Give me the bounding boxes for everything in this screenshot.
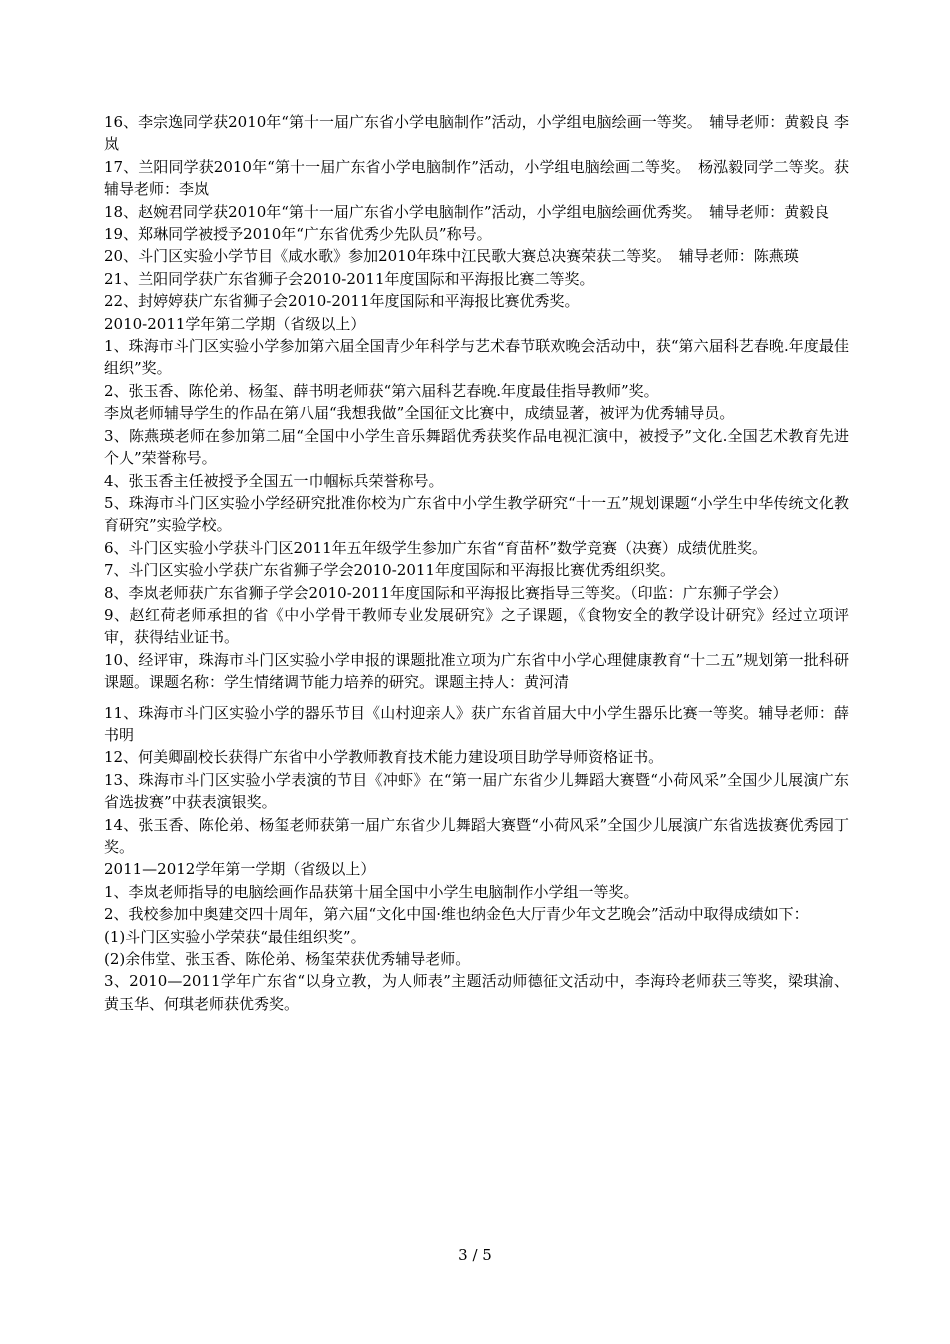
paragraph-s3-1: 1、李岚老师指导的电脑绘画作品获第十届全国中小学生电脑制作小学组一等奖。	[104, 882, 639, 901]
paragraph-s2-4: 4、张玉香主任被授予全国五一巾帼标兵荣誉称号。	[104, 471, 444, 490]
paragraph-s3-2-2: (2)余伟堂、张玉香、陈伦弟、杨玺荣获优秀辅导老师。	[104, 950, 471, 969]
paragraph-s2-8: 8、李岚老师获广东省狮子学会2010-2011年度国际和平海报比赛指导三等奖。（印监：广东狮子学会）	[104, 583, 788, 602]
section-heading-2011-2012-term1: 2011—2012学年第一学期（省级以上）	[104, 860, 376, 879]
paragraph-s2-7: 7、斗门区实验小学获广东省狮子学会2010-2011年度国际和平海报比赛优秀组织奖。	[104, 561, 675, 580]
page-number: 3 / 5	[458, 1246, 492, 1264]
paragraph-20: 20、斗门区实验小学节目《咸水歌》参加2010年珠中江民歌大赛总决赛荣获二等奖。 辅导老师：陈燕瑛	[104, 247, 799, 266]
paragraph-s2-6: 6、斗门区实验小学获斗门区2011年五年级学生参加广东省“育苗杯”数学竞赛（决赛）成绩优胜奖。	[104, 538, 768, 557]
paragraph-s2-3: 3、陈燕瑛老师在参加第二届“全国中小学生音乐舞蹈优秀获奖作品电视汇演中，被授予”文化.全国艺术教育先进个人”荣誉称号。	[104, 426, 849, 468]
paragraph-s2-lilan: 李岚老师辅导学生的作品在第八届“我想我做”全国征文比赛中，成绩显著，被评为优秀辅导员。	[104, 404, 735, 423]
paragraph-s3-2-1: (1)斗门区实验小学荣获“最佳组织奖”。	[104, 927, 366, 946]
paragraph-s2-13: 13、珠海市斗门区实验小学表演的节目《冲虾》在“第一届广东省少儿舞蹈大赛暨“小荷风采”全国少儿展演广东省选拔赛”中获表演银奖。	[104, 770, 849, 812]
paragraph-19: 19、郑琳同学被授予2010年“广东省优秀少先队员”称号。	[104, 225, 492, 244]
paragraph-s2-9: 9、赵红荷老师承担的省《中小学骨干教师专业发展研究》之子课题，《食物安全的教学设计研究》经过立项评审，获得结业证书。	[104, 605, 849, 647]
paragraph-s3-3: 3、2010—2011学年广东省“以身立教，为人师表”主题活动师德征文活动中，李海玲老师获三等奖，梁琪渝、黄玉华、何琪老师获优秀奖。	[104, 972, 849, 1013]
paragraph-22: 22、封婷婷获广东省狮子会2010-2011年度国际和平海报比赛优秀奖。	[104, 292, 580, 311]
paragraph-s2-2: 2、张玉香、陈伦弟、杨玺、薛书明老师获“第六届科艺春晚.年度最佳指导教师”奖。	[104, 381, 659, 400]
paragraph-21: 21、兰阳同学获广东省狮子会2010-2011年度国际和平海报比赛二等奖。	[104, 269, 595, 288]
paragraph-s2-1: 1、珠海市斗门区实验小学参加第六届全国青少年科学与艺术春节联欢晚会活动中，获“第六届科艺春晚.年度最佳组织”奖。	[104, 337, 849, 378]
section-heading-2010-2011-term2: 2010-2011学年第二学期（省级以上）	[104, 314, 366, 333]
paragraph-18: 18、赵婉君同学获2010年“第十一届广东省小学电脑制作”活动，小学组电脑绘画优秀奖。 辅导老师：黄毅良	[104, 202, 830, 221]
paragraph-17: 17、兰阳同学获2010年“第十一届广东省小学电脑制作”活动，小学组电脑绘画二等奖。 杨泓毅同学二等奖。获辅导老师：李岚	[104, 157, 849, 199]
paragraph-16: 16、李宗逸同学获2010年“第十一届广东省小学电脑制作”活动，小学组电脑绘画一等奖。 辅导老师：黄毅良 李岚	[104, 113, 849, 154]
document-body	[104, 111, 849, 1015]
paragraph-s3-2: 2、我校参加中奥建交四十周年，第六届“文化中国·维也纳金色大厅青少年文艺晚会”活动中取得成绩如下：	[104, 905, 809, 924]
paragraph-s2-14: 14、张玉香、陈伦弟、杨玺老师获第一届广东省少儿舞蹈大赛暨“小荷风采”全国少儿展演广东省选拔赛优秀园丁奖。	[104, 815, 849, 856]
paragraph-s2-5: 5、珠海市斗门区实验小学经研究批准你校为广东省中小学生教学研究“十一五”规划课题“小学生中华传统文化教育研究”实验学校。	[104, 493, 849, 535]
paragraph-s2-12: 12、何美卿副校长获得广东省中小学教师教育技术能力建设项目助学导师资格证书。	[104, 748, 664, 767]
paragraph-s2-11: 11、珠海市斗门区实验小学的器乐节目《山村迎亲人》获广东省首届大中小学生器乐比赛一等奖。辅导老师：薛书明	[104, 703, 849, 744]
paragraph-s2-10: 10、经评审，珠海市斗门区实验小学申报的课题批准立项为广东省中小学心理健康教育“十二五”规划第一批科研课题。课题名称：学生情绪调节能力培养的研究。课题主持人：黄河清	[104, 650, 849, 692]
